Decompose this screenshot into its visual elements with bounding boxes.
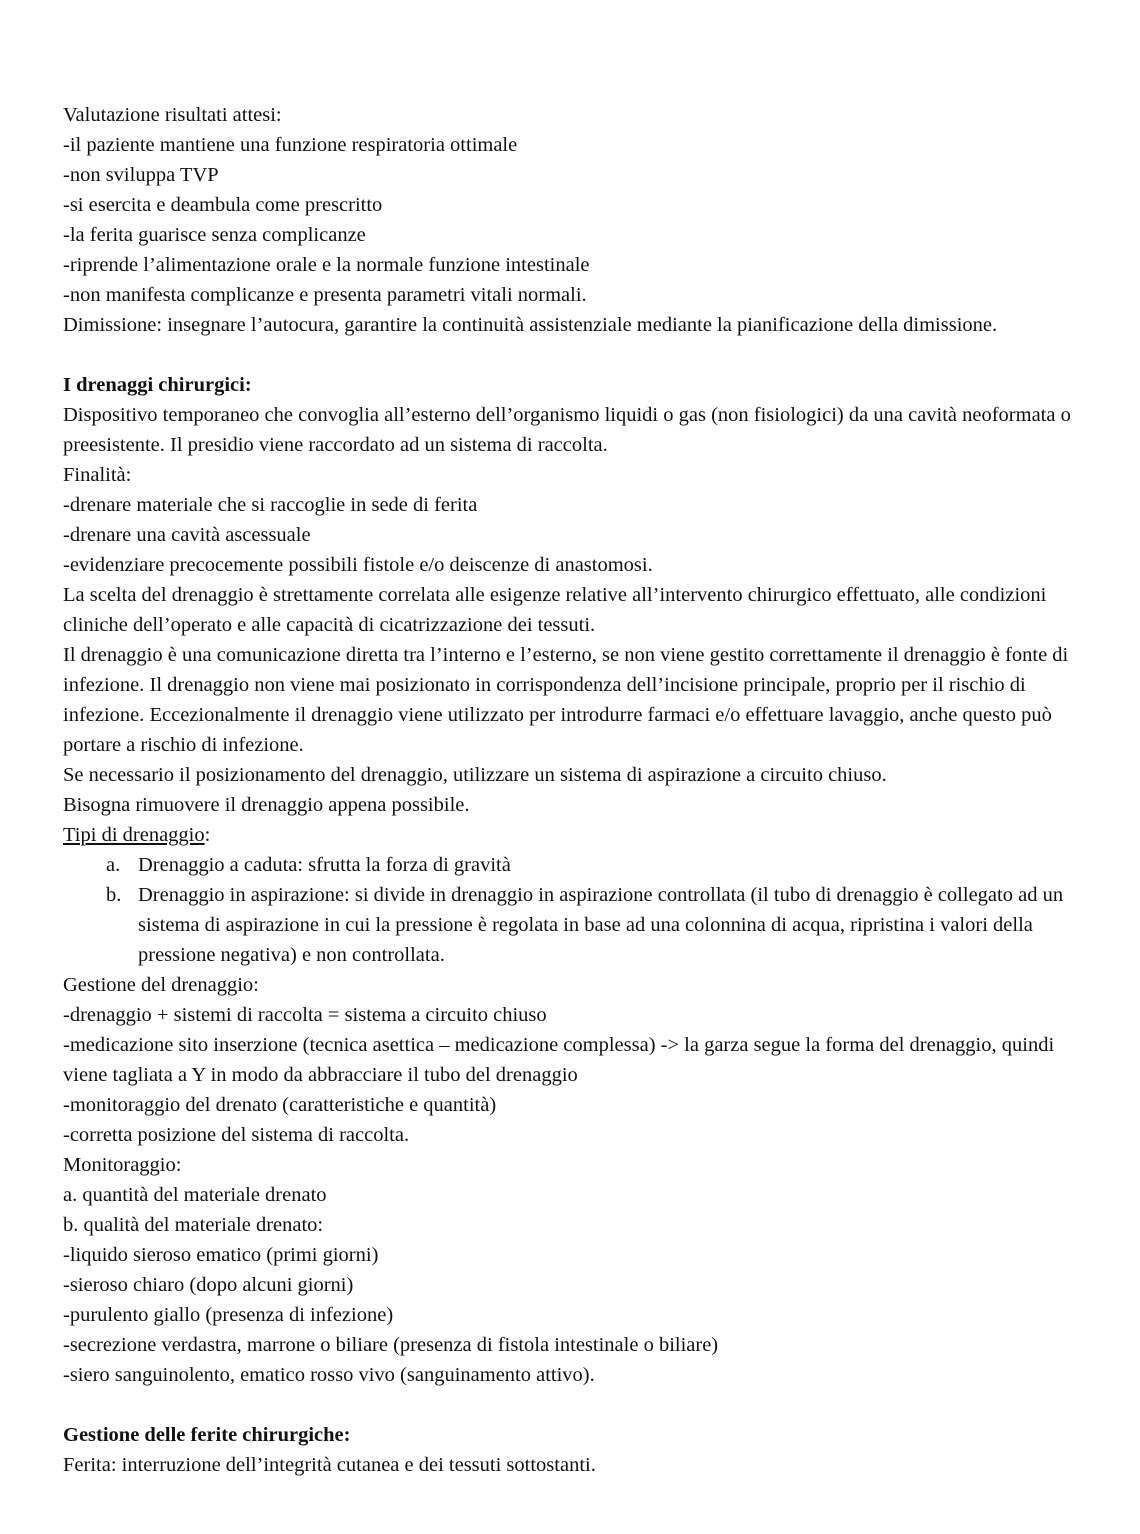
list-item: -la ferita guarisce senza complicanze bbox=[63, 224, 366, 246]
paragraph-scelta: La scelta del drenaggio è strettamente correlata alle esigenze relative all’intervento chirurgico effettuato, alle condizioni cliniche dell’operato e alle capacità di cicatrizzazione dei tessuti. bbox=[63, 584, 1047, 636]
list-item: -secrezione verdastra, marrone o biliare (presenza di fistola intestinale o biliare) bbox=[63, 1334, 719, 1356]
list-item bbox=[63, 850, 1073, 880]
list-item: -drenaggio + sistemi di raccolta = sistema a circuito chiuso bbox=[63, 1004, 547, 1026]
list-item bbox=[63, 880, 1073, 970]
paragraph-intro-drenaggi: Dispositivo temporaneo che convoglia all’esterno dell’organismo liquidi o gas (non fisiologici) da una cavità neoformata o preesistente. Il presidio viene raccordato ad un sistema di raccolta. bbox=[63, 404, 1071, 456]
label-monitoraggio: Monitoraggio: bbox=[63, 1154, 182, 1176]
blank-line bbox=[63, 340, 1073, 370]
list-item: -non manifesta complicanze e presenta parametri vitali normali. bbox=[63, 284, 587, 306]
list-item: -drenare materiale che si raccoglie in sede di ferita bbox=[63, 494, 478, 516]
list-item: -siero sanguinolento, ematico rosso vivo (sanguinamento attivo). bbox=[63, 1364, 595, 1386]
list-item: -sieroso chiaro (dopo alcuni giorni) bbox=[63, 1274, 354, 1296]
paragraph-rimuovere: Bisogna rimuovere il drenaggio appena possibile. bbox=[63, 794, 470, 816]
paragraph-dimissione: Dimissione: insegnare l’autocura, garantire la continuità assistenziale mediante la pianificazione della dimissione. bbox=[63, 314, 998, 336]
list-item: -monitoraggio del drenato (caratteristiche e quantità) bbox=[63, 1094, 497, 1116]
list-item: -si esercita e deambula come prescritto bbox=[63, 194, 383, 216]
list-item: b. qualità del materiale drenato: bbox=[63, 1214, 324, 1236]
list-item: a. quantità del materiale drenato bbox=[63, 1184, 327, 1206]
label-tipi-drenaggio bbox=[63, 820, 1073, 850]
tipi-list bbox=[63, 850, 1073, 970]
paragraph-ferita: Ferita: interruzione dell’integrità cutanea e dei tessuti sottostanti. bbox=[63, 1454, 596, 1476]
label-tipi-colon: : bbox=[204, 824, 211, 846]
label-tipi-text: Tipi di drenaggio bbox=[63, 824, 205, 846]
list-item: -il paziente mantiene una funzione respiratoria ottimale bbox=[63, 134, 518, 156]
list-item: -purulento giallo (presenza di infezione) bbox=[63, 1304, 394, 1326]
list-marker: b. bbox=[106, 884, 122, 906]
list-item-text: Drenaggio in aspirazione: si divide in drenaggio in aspirazione controllata (il tubo di drenaggio è collegato ad un sistema di aspirazione in cui la pressione è regolata in base ad una colonnina di acqua, ripristina i valori della pressione negativa) e non controllata. bbox=[138, 884, 1064, 966]
list-item: -evidenziare precocemente possibili fistole e/o deiscenze di anastomosi. bbox=[63, 554, 653, 576]
list-item: -corretta posizione del sistema di raccolta. bbox=[63, 1124, 410, 1146]
document-page bbox=[63, 100, 1073, 1480]
paragraph-necessario: Se necessario il posizionamento del drenaggio, utilizzare un sistema di aspirazione a circuito chiuso. bbox=[63, 764, 887, 786]
list-marker: a. bbox=[106, 854, 121, 876]
blank-line bbox=[63, 1390, 1073, 1420]
list-item: -drenare una cavità ascessuale bbox=[63, 524, 311, 546]
list-item: -liquido sieroso ematico (primi giorni) bbox=[63, 1244, 379, 1266]
heading-drenaggi-chirurgici: I drenaggi chirurgici: bbox=[63, 374, 252, 396]
list-item: -non sviluppa TVP bbox=[63, 164, 219, 186]
list-item: -medicazione sito inserzione (tecnica asettica – medicazione complessa) -> la garza segue la forma del drenaggio, quindi viene tagliata a Y in modo da abbracciare il tubo del drenaggio bbox=[63, 1034, 1055, 1086]
list-item: -riprende l’alimentazione orale e la normale funzione intestinale bbox=[63, 254, 590, 276]
heading-gestione-ferite: Gestione delle ferite chirurgiche: bbox=[63, 1424, 351, 1446]
section-title-valutazione: Valutazione risultati attesi: bbox=[63, 104, 282, 126]
list-item-text: Drenaggio a caduta: sfrutta la forza di gravità bbox=[138, 854, 511, 876]
label-gestione-drenaggio: Gestione del drenaggio: bbox=[63, 974, 259, 996]
label-finalita: Finalità: bbox=[63, 464, 132, 486]
paragraph-comunicazione: Il drenaggio è una comunicazione diretta tra l’interno e l’esterno, se non viene gestito correttamente il drenaggio è fonte di infezione. Il drenaggio non viene mai posizionato in corrispondenza dell’incisione principale, proprio per il rischio di infezione. Eccezionalmente il drenaggio viene utilizzato per introdurre farmaci e/o effettuare lavaggio, anche questo può portare a rischio di infezione. bbox=[63, 644, 1069, 756]
